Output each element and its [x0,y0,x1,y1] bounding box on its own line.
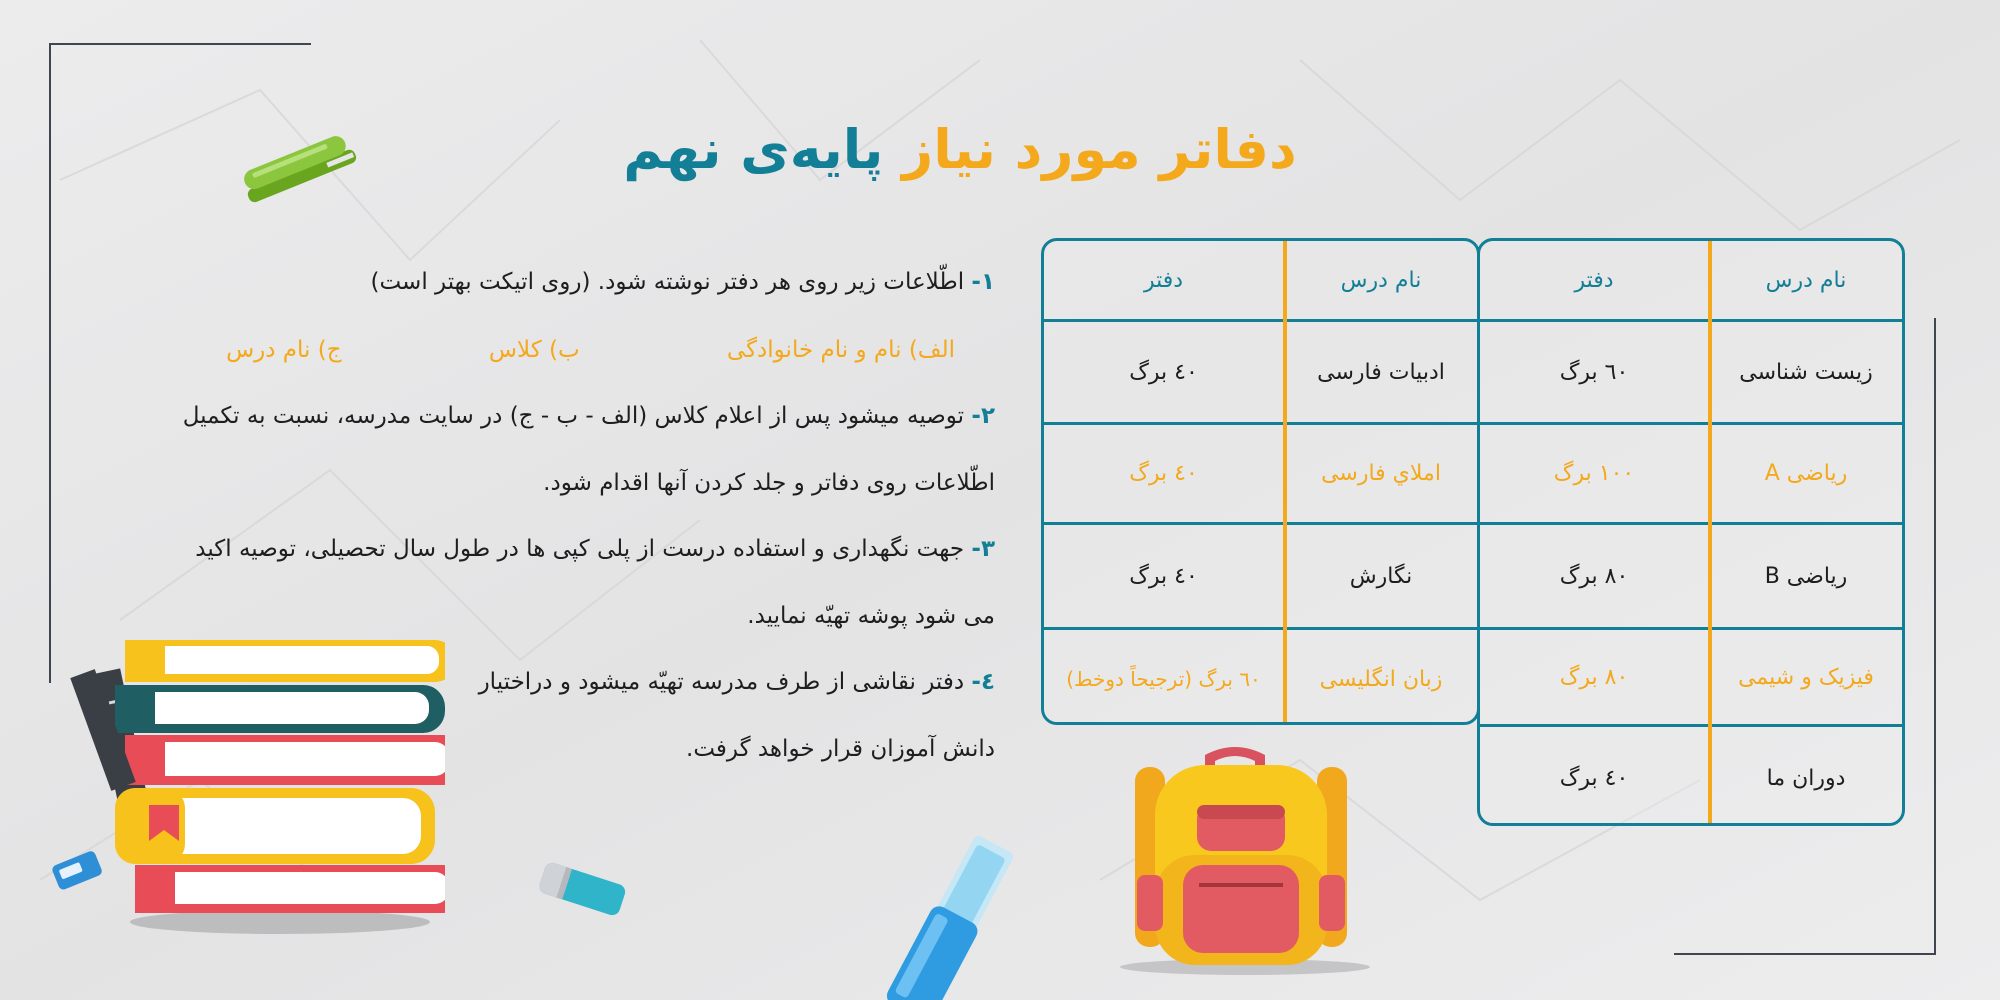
instruction-3-line-2 [95,598,995,634]
instruction-2-number: ۲- [971,403,995,429]
table-row [1480,522,1902,627]
frame-line-left [49,43,51,683]
column-divider [1708,241,1712,823]
instruction-4-text-2: دانش آموزان قرار خواهد گرفت. [686,736,995,762]
title-part-1: دفاتر مورد نیاز [902,118,1297,181]
row-notebook: ٤۰ برگ [1129,563,1198,589]
instruction-4-line-1 [295,664,995,700]
row-notebook: ۸۰ برگ [1559,664,1629,690]
sharpener-icon [48,845,108,895]
instruction-3-line-1 [95,531,995,567]
backpack-icon [1095,745,1385,975]
title-part-2: پایه‌ی نهم [623,118,884,181]
header-subject: نام درس [1765,267,1847,293]
row-notebook: ٤۰ برگ [1129,359,1198,385]
table-row [1480,627,1902,724]
table-row [1480,724,1902,826]
stapler-icon [230,118,365,213]
header-notebook: دفتر [1143,267,1184,293]
row-notebook: ٦٠ برگ (ترجیحاً دوخط) [1066,667,1261,691]
frame-line-bottom-right [1674,953,1936,955]
row-subject: نگارش [1349,563,1413,589]
notebook-table-right [1477,238,1905,826]
notebook-table-left [1041,238,1480,725]
frame-line-top-left [49,43,311,45]
ruler-icon [70,665,150,795]
row-subject: ریاضی A [1764,461,1848,486]
row-notebook: ٦٠ برگ [1559,359,1629,385]
table-row [1044,319,1477,422]
instruction-4-line-2 [295,731,995,767]
table-header-row [1044,241,1477,319]
table-row [1044,522,1477,627]
row-subject: دوران ما [1766,765,1846,791]
row-notebook: ۱۰۰ برگ [1553,461,1635,486]
table-row [1044,422,1477,522]
row-subject: املاي فارسی [1321,461,1441,486]
instruction-2-line-2 [95,465,995,501]
instruction-1-number: ۱- [971,269,995,295]
row-subject: ریاضی B [1764,563,1848,589]
header-notebook: دفتر [1574,267,1614,293]
row-subject: ادبیات فارسی [1317,359,1445,385]
column-divider [1283,241,1287,722]
row-notebook: ٤۰ برگ [1559,765,1629,791]
instruction-1 [295,264,995,300]
row-subject: زبان انگلیسی [1319,666,1443,692]
instruction-4-number: ٤- [971,669,995,695]
instruction-4-text-1: دفتر نقاشی از طرف مدرسه تهیّه میشود و دراختیار [478,669,965,695]
eraser-icon [530,855,635,925]
table-row [1044,627,1477,725]
instruction-3-text-2: می شود پوشه تهیّه نمایید. [747,603,995,629]
marker-pen-icon [880,815,1040,1000]
instruction-3-text-1: جهت نگهداری و استفاده درست از پلی کپی ها در طول سال تحصیلی، توصیه اکید [195,536,965,562]
option-subject: ج) نام درس [226,337,342,363]
instruction-2-line-1 [95,398,995,434]
table-row [1480,319,1902,422]
frame-line-right [1934,318,1936,954]
instruction-1-text: اطّلاعات زیر روی هر دفتر نوشته شود. (روی اتیکت بهتر است) [370,269,965,295]
option-class: ب) کلاس [488,337,580,363]
instruction-2-text-1: توصیه میشود پس از اعلام کلاس (الف - ب - ج) در سایت مدرسه، نسبت به تکمیل [182,403,965,429]
instruction-2-text-2: اطّلاعات روی دفاتر و جلد کردن آنها اقدام شود. [543,470,995,496]
row-subject: زیست شناسی [1739,359,1873,385]
label-options [175,332,955,368]
page-title [560,108,1360,192]
row-subject: فیزیک و شیمی [1738,664,1874,690]
table-header-row [1480,241,1902,319]
header-subject: نام درس [1340,267,1422,293]
table-row [1480,422,1902,522]
row-notebook: ٤۰ برگ [1129,461,1198,486]
option-name: الف) نام و نام خانوادگی [726,337,955,363]
instruction-3-number: ۳- [971,536,995,562]
row-notebook: ۸۰ برگ [1559,563,1629,589]
